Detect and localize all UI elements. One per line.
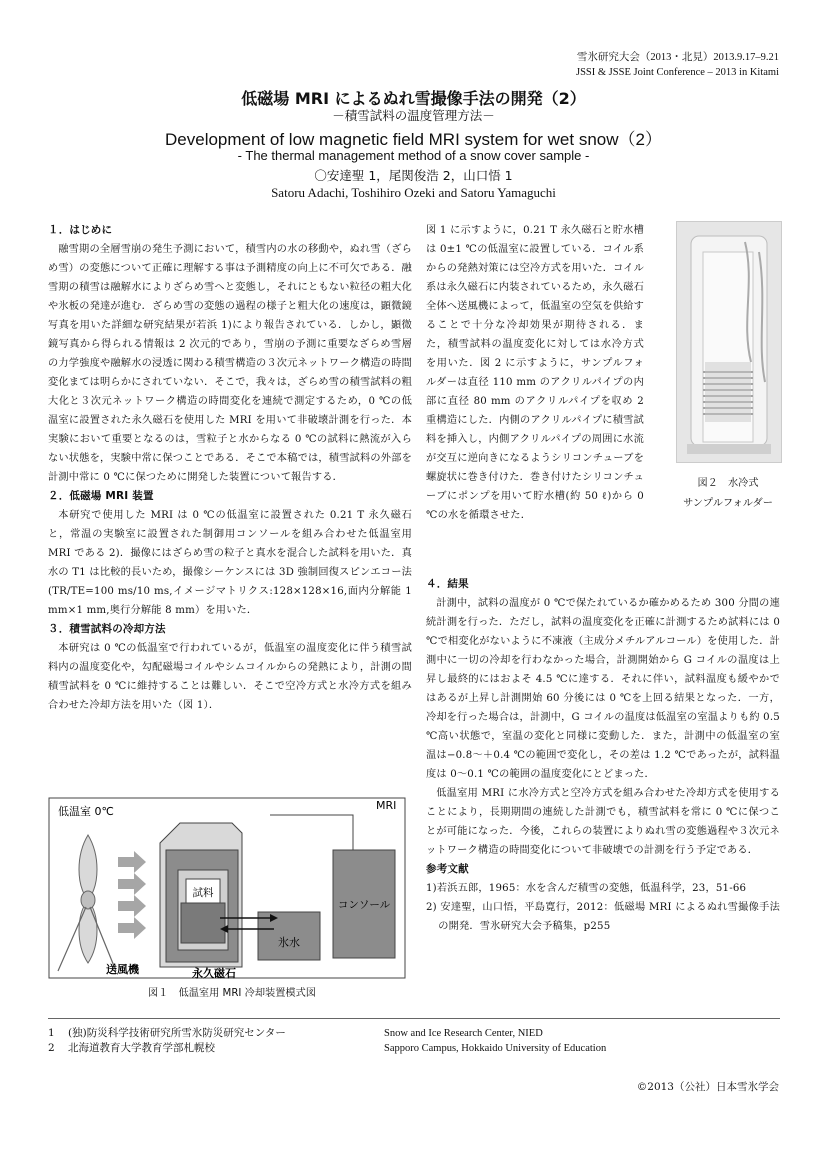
mri-label: MRI bbox=[376, 799, 397, 812]
figure-2-caption-line2: サンプルフォルダー bbox=[683, 498, 773, 509]
ice-water-label: 氷水 bbox=[278, 936, 300, 949]
reference-2: 2) 安達聖，山口悟，平島寛行，2012：低磁場 MRI によるぬれ雪撮像手法の開発．雪氷研究大会予稿集，p255 bbox=[426, 902, 780, 932]
section-1-body: 融雪期の全層雪崩の発生予測において，積雪内の水の移動や，ぬれ雪（ざらめ雪）の変態について正確に理解する事は予測精度の向上に不可欠である．融雪期の積雪は融解水によりざらめ雪へと変態し，それにともない粒径の粗大化や氷板の発達が進む．ざらめ雪の変態の過程の様子と粗大化の速度は，顕微鏡写真を用いた詳細な研究結果が若浜 1)により報告されている．しかし，顕微鏡写真から得られる情報は 2 次元的であり，雪崩の予測に重要なざらめ雪層の力学強度や融解水の浸透に関わる積雪構造の３次元ネットワーク構造の時間変化まては明らかにされていない．そこで，我々は，ざらめ雪の積雪試料の粗大化と３次元ネットワーク構造の時間変化を連続で測定するため，0 ℃の低温室に設置された永久磁石を使用した MRI を用いて非破壊計測を行った．本実験において重要となるのは，雪粒子と水からなる 0 ℃の試料に熱流が入らない状態を，実験中常に保つことである．そこで本稿では，積雪試料の外部を計測中常に 0 ℃に保つために開発した装置について報告する． bbox=[48, 244, 412, 483]
sample-cooling-jacket bbox=[181, 903, 225, 943]
subtitle-japanese: －積雪試料の温度管理方法－ bbox=[332, 108, 495, 123]
section-4-heading: ４．結果 bbox=[426, 578, 469, 590]
fan-label: 送風機 bbox=[106, 963, 139, 976]
conference-header-line1: 雪氷研究大会（2013・北見）2013.9.17–9.21 bbox=[576, 52, 779, 63]
figure-2-photo bbox=[676, 221, 782, 463]
section-3-body: 本研究は 0 ℃の低温室で行われているが，低温室の温度変化に伴う積雪試料内の温度変化や，勾配磁場コイルやシムコイルからの発熱により，計測の間積雪試料を 0 ℃に維持することは難しい．そこで空冷方式と水冷方式を組み合わせた冷却方法を用いた（図 1）． bbox=[48, 643, 412, 711]
console-label: コンソール bbox=[337, 899, 391, 911]
footnote-2-number: 2 bbox=[48, 1042, 55, 1054]
footnotes-japanese bbox=[48, 1026, 388, 1056]
figure-2-caption-line1: 図２ 水冷式 bbox=[697, 478, 759, 489]
title-japanese: 低磁場 MRI によるぬれ雪撮像手法の開発（2） bbox=[241, 89, 586, 108]
authors-japanese: 〇安達聖 1，尾関俊浩 2，山口悟 1 bbox=[314, 168, 513, 183]
section-1-heading: １．はじめに bbox=[48, 224, 113, 236]
cold-room-label: 低温室 0℃ bbox=[58, 805, 114, 818]
references-heading: 参考文献 bbox=[426, 863, 469, 875]
footnote-divider bbox=[48, 1018, 780, 1019]
footnote-1-number: 1 bbox=[48, 1027, 55, 1039]
footnote-1-japanese: (独)防災科学技術研究所雪氷防災研究センター bbox=[68, 1027, 286, 1039]
section-3-continued: 図 1 に示すように，0.21 T 永久磁石と貯水槽は 0±1 ℃の低温室に設置している．コイル系からの発熱対策には空冷方式を用いた．コイル系は永久磁石に内装されているため，永久磁石全体へ送風機によって，低温室の空気を供給することで十分な冷却効果が期待される．また，積雪試料の温度変化に対しては水冷方式を用いた．図 2 に示すように，サンプルフォルダーは直径 110 mm のアクリルパイプの内部に直径 80 mm のアクリルパイプを収め 2 重構造にした．内側のアクリルパイプに積雪試料を挿入し，内側アクリルパイプの周囲に水流が交互に逆向きになるようシリコンチューブを螺旋状に巻き付けた．巻き付けたシリコンチューブにポンプを用いて貯水槽(約 50 ℓ)から 0 ℃の水を循環させた． bbox=[426, 225, 644, 521]
sample-holder-photo bbox=[677, 222, 781, 462]
figure-1 bbox=[48, 795, 416, 1005]
right-column-wide bbox=[426, 575, 780, 936]
section-4-body-2: 低温室用 MRI に水冷方式と空冷方式を組み合わせた冷却方式を使用することにより，長期期間の連続した計測でも，積雪試料を常に 0 ℃に保つことが可能になった．今後，これらの装置によりぬれ雪の変態過程や３次元ネットワーク構造の時間変化について非破壊での計測を行う予定である． bbox=[426, 788, 780, 856]
section-2-body: 本研究で使用した MRI は 0 ℃の低温室に設置された 0.21 T 永久磁石と，常温の実験室に設置された制御用コンソールを組み合わせた低温室用 MRI である 2)．撮像にはざらめ雪の粒子と真水を混合した試料を用いた．真水の T1 は比較的長いため，撮像シーケンスには 3D 強制回復スピンエコー法(TR/TE=100 ms/10 ms,イメージマトリクス:128×128×16,面内分解能 1 mm×1 mm,奥行分解能 8 mm）を用いた． bbox=[48, 510, 412, 616]
figure-1-caption: 図１ 低温室用 MRI 冷却装置模式図 bbox=[148, 988, 316, 999]
conference-header-line2: JSSI & JSSE Joint Conference – 2013 in Kitami bbox=[576, 67, 779, 78]
left-column bbox=[48, 221, 412, 715]
footnotes-english bbox=[384, 1026, 780, 1056]
sample-label: 試料 bbox=[192, 887, 214, 899]
right-column-narrow bbox=[426, 221, 644, 525]
magnet-label: 永久磁石 bbox=[192, 967, 236, 980]
footnote-1-english: Snow and Ice Research Center, NIED bbox=[384, 1028, 543, 1039]
footnote-2-english: Sapporo Campus, Hokkaido University of Education bbox=[384, 1043, 607, 1054]
authors-english: Satoru Adachi, Toshihiro Ozeki and Satoru Yamaguchi bbox=[271, 185, 556, 200]
section-4-body-1: 計測中，試料の温度が 0 ℃で保たれているか確かめるため 300 分間の連続計測を行った．ただし，試料の温度変化を正確に計測するため試料には 0 ℃で相変化がないように不凍液（主成分メチルアルコール）を使用した．計測中に一切の冷却を行わなかった場合，計測開始から G コイルの温度は上昇し最終的にはおよそ 4.5 ℃に達する．それに伴い，試料温度も緩やかではあるが上昇し計測開始 60 分後には 0 ℃を上回る結果となった．一方，冷却を行った場合は，計測中，G コイルの温度は低温室の室温よりも約 0.5 ℃高い状態で，室温の変化と同様に変動した．また，計測中の低温室の室温は−0.8〜＋0.4 ℃の範囲で変化し，その差は 1.2 ℃であったが，試料温度は 0〜0.1 ℃の範囲の温度変化にとどまった． bbox=[426, 598, 780, 780]
title-english: Development of low magnetic field MRI system for wet snow（2） bbox=[165, 130, 662, 149]
footnote-2-japanese: 北海道教育大学教育学部札幌校 bbox=[68, 1042, 216, 1054]
section-2-heading: ２．低磁場 MRI 装置 bbox=[48, 490, 154, 502]
conference-header bbox=[576, 50, 779, 80]
figure-1-diagram bbox=[48, 795, 416, 985]
section-3-heading: ３．積雪試料の冷却方法 bbox=[48, 623, 166, 635]
figure-2-caption bbox=[650, 474, 806, 514]
copyright: ©2013（公社）日本雪氷学会 bbox=[636, 1081, 779, 1093]
subtitle-english: - The thermal management method of a snow cover sample - bbox=[237, 148, 590, 163]
reference-1: 1)若浜五郎，1965：水を含んだ積雪の変態，低温科学，23，51-66 bbox=[426, 883, 747, 894]
